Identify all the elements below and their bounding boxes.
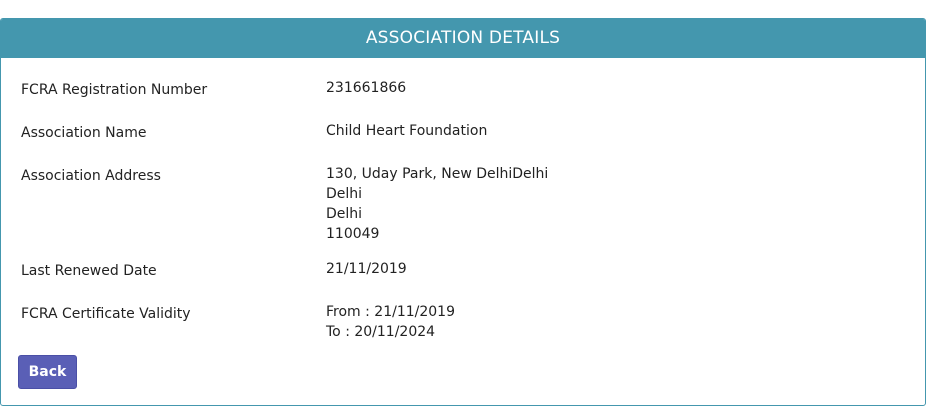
registration-label: FCRA Registration Number <box>21 82 208 98</box>
registration-value: 231661866 <box>326 80 407 96</box>
panel-title: ASSOCIATION DETAILS <box>1 19 925 58</box>
address-line: 110049 <box>326 226 380 242</box>
renewed-label: Last Renewed Date <box>21 263 157 279</box>
validity-from: From : 21/11/2019 <box>326 304 455 320</box>
address-value <box>326 164 886 244</box>
name-value: Child Heart Foundation <box>326 123 488 139</box>
validity-label: FCRA Certificate Validity <box>21 306 191 322</box>
validity-value <box>326 302 886 342</box>
name-label: Association Name <box>21 125 147 141</box>
back-button[interactable]: Back <box>18 355 77 389</box>
address-line: Delhi <box>326 206 363 222</box>
address-line: 130, Uday Park, New DelhiDelhi <box>326 166 549 182</box>
validity-to: To : 20/11/2024 <box>326 324 436 340</box>
address-line: Delhi <box>326 186 363 202</box>
renewed-value: 21/11/2019 <box>326 261 407 277</box>
association-details-panel <box>0 18 926 406</box>
address-label: Association Address <box>21 168 161 184</box>
